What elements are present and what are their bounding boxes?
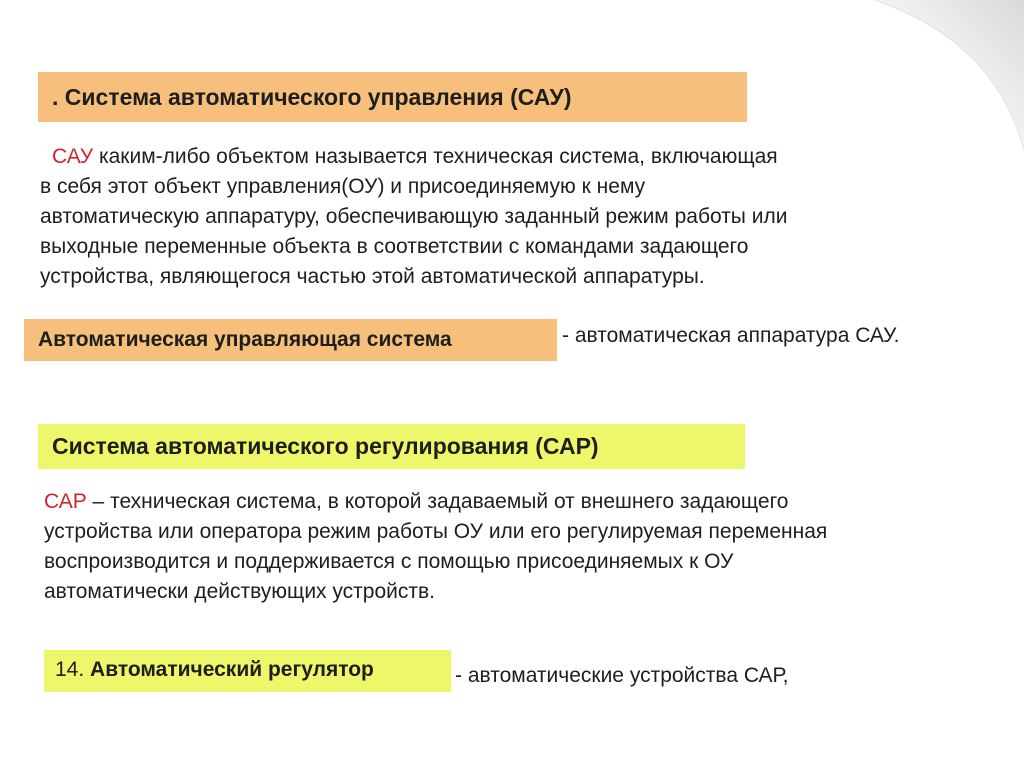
sau-definition-line-1: САУ каким-либо объектом называется техническая система, включающая [52,145,778,168]
page-curl-decoration [874,0,1024,150]
regulator-number: 14. [55,658,85,681]
page-title: . Система автоматического управления (САУ) [52,84,572,110]
aus-label: Автоматическая управляющая система [38,328,452,351]
aus-suffix: - автоматическая аппаратура САУ. [562,324,900,347]
sar-term: САР [44,490,87,513]
sau-definition [40,142,787,292]
regulator-suffix: - автоматические устройства САР, [455,664,789,687]
sau-definition-line-5: устройства, являющегося частью этой автоматической аппаратуры. [40,265,705,288]
regulator-box [44,650,451,692]
sar-title-box [38,424,745,469]
sau-term: САУ [52,145,94,168]
sar-title: Система автоматического регулирования (САР) [52,433,599,459]
sar-definition-line-1: САР – техническая система, в которой задаваемый от внешнего задающего [44,490,789,513]
aus-box [24,319,557,361]
title-box [38,72,747,122]
sau-definition-line-2: в себя этот объект управления(ОУ) и присоединяемую к нему [40,175,646,198]
sar-definition-line-4: автоматически действующих устройств. [44,580,435,603]
sar-definition-line-2: устройства или оператора режим работы ОУ или его регулируемая переменная [44,520,828,543]
sar-definition [44,487,827,607]
sar-definition-line-3: воспроизводится и поддерживается с помощью присоединяемых к ОУ [44,550,734,573]
sau-definition-line-3: автоматическую аппаратуру, обеспечивающую заданный режим работы или [40,205,788,228]
regulator-label: Автоматический регулятор [90,658,374,681]
sau-definition-line-4: выходные переменные объекта в соответствии с командами задающего [40,235,749,258]
